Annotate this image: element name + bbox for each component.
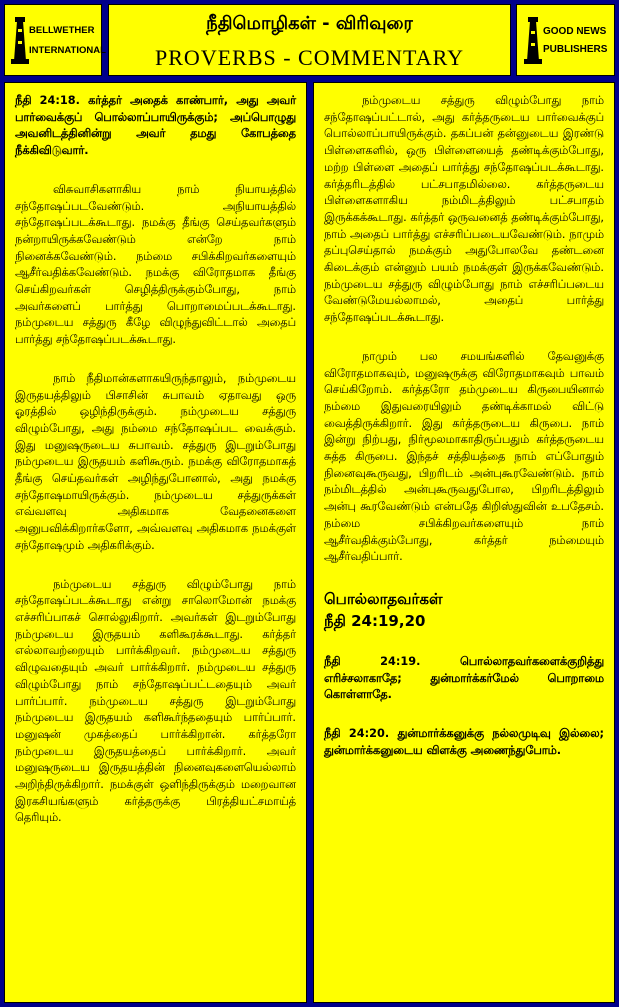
logo-right-line1: GOOD NEWS	[543, 26, 607, 37]
title-tamil: நீதிமொழிகள் - விரிவுரை	[206, 13, 413, 34]
left-paragraph-3: நம்முடைய சத்துரு விழும்போது நாம் சந்தோஷப்படக்கூடாது என்று சாலொமோன் நமக்கு எச்சரிப்பாகச் சொல்லுகிறார். அவர்கள் இடறும்போது நம்முடைய இருதயம் களிகூரக்கூடாது. கர்த்தர் எல்லாவற்றையும் பார்க்கிறவர். நம்முடைய சத்துரு விழுவதையும் அவர் பார்க்கிறார். நம்முடைய சத்துரு விழும்போது நாம் சந்தோஷப்பட்டதையும் அவர் பார்ப்பார். நம்முடைய சத்துரு இடறும்போது நம்முடைய இருதயம் களிகூர்ந்ததையும் பார்ப்பார். மனுஷன் முகத்தைப் பார்க்கிறான். கர்த்தரோ நம்முடைய இருதயத்தைப் பார்க்கிறார். அவர் மனுஷருடைய இருதயத்தின் நினைவுகளையெல்லாம் அறிந்திருக்கிறார். நமக்குள் ஒளிந்திருக்கும் மறைவான இரகசியங்களும் கர்த்தருக்கு பிரத்தியட்சமாய்த் தெரியும்.	[15, 577, 296, 825]
lighthouse-icon	[9, 15, 31, 65]
good-news-logo	[516, 4, 615, 76]
left-paragraph-2: நாம் நீதிமான்களாகயிருந்தாலும், நம்முடைய இருதயத்திலும் பிசாசின் சுபாவம் ஏதாவது ஒரு ஓரத்தில் ஒழிந்திருக்கும். நம்முடைய சத்துரு விழும்போது, அது நம்மை சந்தோஷப்பட வைக்கும். இது மனுஷருடைய சுபாவம். சத்துரு இடறும்போது நம்முடைய இருதயம் களிகூரும். நமக்கு விரோதமாகத் தீங்கு செய்தவர்கள் அழிந்துபோனால், அது நமக்கு சந்தோஷமாயிருக்கும். நம்முடைய சத்துருக்கள் எவ்வளவு அதிகமாக வேதனைகளை அனுபவிக்கிறார்களோ, அவ்வளவு அதிகமாக நமக்குள் சந்தோஷமும் அதிகரிக்கும்.	[15, 371, 296, 552]
lighthouse-icon	[523, 15, 543, 65]
right-column	[313, 82, 615, 1003]
logo-left-line2: INTERNATIONAL	[29, 45, 106, 56]
section-heading-title: பொல்லாதவர்கள்	[324, 589, 443, 608]
header-title-box	[108, 4, 511, 76]
right-paragraph-1: நம்முடைய சத்துரு விழும்போது நாம் சந்தோஷப்பட்டால், அது கர்த்தருடைய பார்வைக்குப் பொல்லாப்பாயிருக்கும். தகப்பன் தன்னுடைய இரண்டு பிள்ளைகளில், ஒரு பிள்ளையைத் தண்டிக்கும்போது, மற்ற பிள்ளை அதைப் பார்த்து சந்தோஷப்படக்கூடாது. கர்த்தரிடத்தில் பட்சபாதமில்லை. கர்த்தருடைய பிள்ளைகளாகிய நம்மிடத்திலும் பட்சபாதம் இருக்கக்கூடாது. கர்த்தர் ஒருவனைத் தண்டிக்கும்போது, நாம் அதைப் பார்த்து எச்சரிப்படையவேண்டும். நாமும் தப்புசெய்தால் நமக்கும் அதுபோலவே தண்டனை கிடைக்கும் என்னும் பயம் நமக்குள் இருக்கவேண்டும். நம்முடைய சத்துரு விழும்போது நாம் எச்சரிப்படைய வேண்டுமேயல்லாமல், அதைப் பார்த்து சந்தோஷப்படக்கூடாது.	[324, 94, 604, 325]
left-paragraph-1: விசுவாசிகளாகிய நாம் நியாயத்தில் சந்தோஷப்படவேண்டும். அநியாயத்தில் சந்தோஷப்படக்கூடாது. நமக்கு தீங்கு செய்தவர்களும் நன்றாயிருக்கவேண்டும் என்றே நாம் நினைக்கவேண்டும். நம்மை சபிக்கிறவர்களையும் ஆசீர்வதிக்கவேண்டும். நமக்கு விரோதமாக தீங்கு செய்கிறவர்கள் செழித்திருக்கும்போது, நாம் அவர்களைப் பார்த்து பொறாமைப்படக்கூடாது. நம்முடைய சத்துரு கீழே விழுந்துவிட்டால் அதைப் பார்த்து சந்தோஷப்படக்கூடாது.	[15, 182, 296, 347]
verse-24-20: நீதி 24:20. துன்மார்க்கனுக்கு நல்லமுடிவு இல்லை; துன்மார்க்கனுடைய விளக்கு அணைந்துபோம்.	[324, 727, 604, 757]
section-heading	[324, 588, 604, 632]
title-english: PROVERBS - COMMENTARY	[155, 45, 464, 70]
section-heading-reference: நீதி 24:19,20	[324, 611, 426, 630]
verse-24-19: நீதி 24:19. பொல்லாதவர்களைக்குறித்து எரிச்சலாகாதே; துன்மார்க்கர்மேல் பொறாமை கொள்ளாதே.	[324, 654, 604, 702]
left-column	[4, 82, 307, 1003]
logo-right-line2: PUBLISHERS	[543, 44, 608, 55]
verse-24-18: நீதி 24:18. கர்த்தர் அதைக் காண்பார், அது அவர் பார்வைக்குப் பொல்லாப்பாயிருக்கும்; அப்பொழுது அவனிடத்தினின்று அவர் தமது கோபத்தை நீக்கிவிடுவார்.	[15, 94, 296, 158]
right-column-content	[324, 93, 604, 782]
logo-left-line1: BELLWETHER	[29, 25, 95, 36]
right-paragraph-2: நாமும் பல சமயங்களில் தேவனுக்கு விரோதமாகவும், மனுஷருக்கு விரோதமாகவும் பாவம் செய்கிறோம். கர்த்தரோ தம்முடைய கிருபையினால் நம்மை இதுவரையிலும் தண்டிக்காமல் விட்டு வைத்திருக்கிறார். இது கர்த்தருடைய கிருபை. நாம் இன்று நிற்பது, நிர்மூலமாகாதிருப்பதும் கர்த்தருடைய சுத்த கிருபை. இந்தச் சத்தியத்தை நாம் எப்போதும் நினைவுகூருவது, பிறரிடம் அன்புகூரவேண்டும். நாம் நம்மிடத்தில் அன்புகூருவதுபோல, பிறரிடத்திலும் அன்பு கூரவேண்டும் என்பதே கிறிஸ்துவின் உபதேசம். நம்மை சபிக்கிறவர்களையும் நாம் ஆசீர்வதிக்கும்போது, கர்த்தர் நம்மையும் ஆசீர்வதிப்பார்.	[324, 349, 604, 564]
left-column-content	[15, 93, 296, 849]
bellwether-logo	[4, 4, 106, 76]
